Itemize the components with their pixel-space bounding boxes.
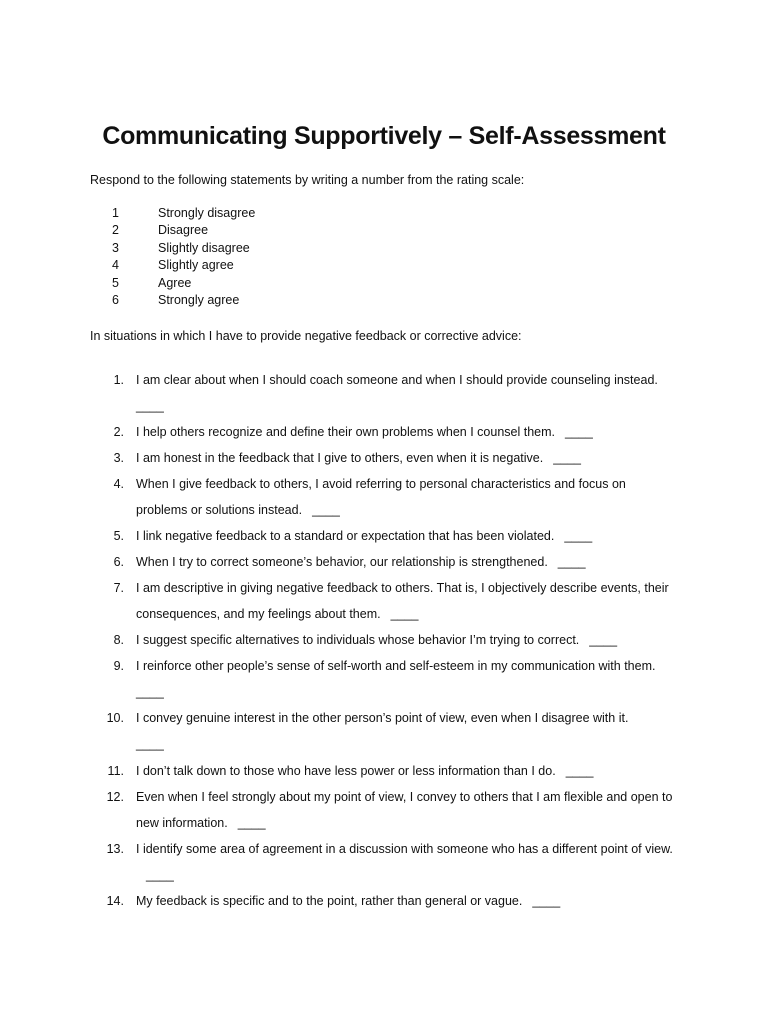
statement-text-block bbox=[136, 784, 676, 836]
answer-blank[interactable]: ____ bbox=[237, 816, 266, 830]
rating-number: 6 bbox=[112, 292, 119, 307]
statement-number: 10. bbox=[106, 711, 124, 725]
answer-blank[interactable]: ____ bbox=[557, 555, 586, 569]
statement-text-block bbox=[136, 836, 676, 888]
situation-text: In situations in which I have to provide negative feedback or corrective advice: bbox=[90, 329, 522, 343]
statement-text-block bbox=[136, 549, 676, 575]
rating-number: 5 bbox=[112, 275, 119, 290]
statement-text: I am clear about when I should coach someone and when I should provide counseling instead. bbox=[136, 373, 658, 387]
statement-text: I reinforce other people’s sense of self-worth and self-esteem in my communication with them. bbox=[136, 659, 656, 673]
statement-text-block bbox=[136, 367, 676, 419]
statement-text: I don’t talk down to those who have less power or less information than I do. bbox=[136, 764, 556, 778]
statement-text-block bbox=[136, 888, 676, 914]
statement-text: I suggest specific alternatives to individuals whose behavior I’m trying to correct. bbox=[136, 633, 580, 647]
rating-scale-row bbox=[112, 222, 255, 239]
answer-blank[interactable]: ____ bbox=[136, 399, 164, 413]
statement-number: 7. bbox=[113, 581, 124, 595]
statement-text: Even when I feel strongly about my point of view, I convey to others that I am flexible and open to new information. bbox=[136, 790, 673, 830]
rating-label: Strongly disagree bbox=[158, 206, 256, 220]
answer-blank[interactable]: ____ bbox=[136, 685, 164, 699]
statement-number: 2. bbox=[113, 425, 124, 439]
statement-text-block bbox=[136, 523, 676, 549]
instructions-text: Respond to the following statements by writing a number from the rating scale: bbox=[90, 173, 525, 187]
statement-text: I help others recognize and define their own problems when I counsel them. bbox=[136, 425, 555, 439]
rating-number: 3 bbox=[112, 240, 119, 255]
statement-number: 5. bbox=[113, 529, 124, 543]
statement-number: 11. bbox=[107, 764, 124, 778]
statement-number: 8. bbox=[113, 633, 124, 647]
statement-number: 3. bbox=[113, 451, 124, 465]
rating-scale bbox=[112, 205, 255, 309]
statement-text: I am honest in the feedback that I give to others, even when it is negative. bbox=[136, 451, 544, 465]
statement-text-block bbox=[136, 705, 676, 757]
answer-blank[interactable]: ____ bbox=[312, 503, 340, 517]
answer-blank[interactable]: ____ bbox=[146, 868, 174, 882]
statement-text-block bbox=[136, 471, 676, 523]
answer-blank[interactable]: ____ bbox=[136, 737, 164, 751]
statement-text: When I give feedback to others, I avoid referring to personal characteristics and focus on problems or solutions instead. bbox=[136, 477, 626, 517]
rating-number: 1 bbox=[112, 206, 119, 220]
statement-text: I identify some area of agreement in a discussion with someone who has a different point of view. bbox=[136, 842, 673, 856]
answer-blank[interactable]: ____ bbox=[532, 894, 561, 908]
rating-label: Agree bbox=[158, 275, 192, 290]
rating-label: Slightly disagree bbox=[158, 240, 250, 255]
rating-number: 4 bbox=[112, 258, 119, 273]
statement-number: 6. bbox=[113, 555, 124, 569]
rating-scale-row bbox=[112, 257, 255, 274]
statement-number: 13. bbox=[106, 842, 124, 856]
rating-scale-row bbox=[112, 275, 255, 292]
statement-text-block bbox=[136, 627, 676, 653]
statement-text-block bbox=[136, 575, 676, 627]
statement-number: 14. bbox=[106, 894, 124, 908]
rating-label: Slightly agree bbox=[158, 258, 234, 273]
rating-scale-row bbox=[112, 292, 255, 309]
statement-text-block bbox=[136, 758, 676, 784]
statement-number: 12. bbox=[106, 790, 124, 804]
statement-text: My feedback is specific and to the point, rather than general or vague. bbox=[136, 894, 523, 908]
statement-text-block bbox=[136, 653, 676, 705]
answer-blank[interactable]: ____ bbox=[390, 607, 419, 621]
answer-blank[interactable]: ____ bbox=[565, 425, 593, 439]
rating-label: Disagree bbox=[158, 223, 209, 238]
statement-number: 4. bbox=[113, 477, 124, 491]
statement-text: I link negative feedback to a standard or expectation that has been violated. bbox=[136, 529, 555, 543]
answer-blank[interactable]: ____ bbox=[564, 529, 593, 543]
page-title: Communicating Supportively – Self-Assessment bbox=[102, 122, 666, 150]
rating-number: 2 bbox=[112, 223, 119, 238]
answer-blank[interactable]: ____ bbox=[589, 633, 618, 647]
rating-scale-row bbox=[112, 205, 255, 222]
statement-number: 9. bbox=[113, 659, 124, 673]
statement-number: 1. bbox=[113, 373, 124, 387]
answer-blank[interactable]: ____ bbox=[565, 764, 594, 778]
statement-text: I am descriptive in giving negative feedback to others. That is, I objectively describe events, their consequences, and my feelings about them. bbox=[136, 581, 669, 621]
rating-scale-row bbox=[112, 240, 255, 257]
statement-text-block bbox=[136, 445, 676, 471]
answer-blank[interactable]: ____ bbox=[553, 451, 582, 465]
statement-text: When I try to correct someone’s behavior, our relationship is strengthened. bbox=[136, 555, 548, 569]
rating-label: Strongly agree bbox=[158, 292, 240, 307]
statement-text: I convey genuine interest in the other person’s point of view, even when I disagree with it. bbox=[136, 711, 629, 725]
statement-text-block bbox=[136, 419, 676, 445]
